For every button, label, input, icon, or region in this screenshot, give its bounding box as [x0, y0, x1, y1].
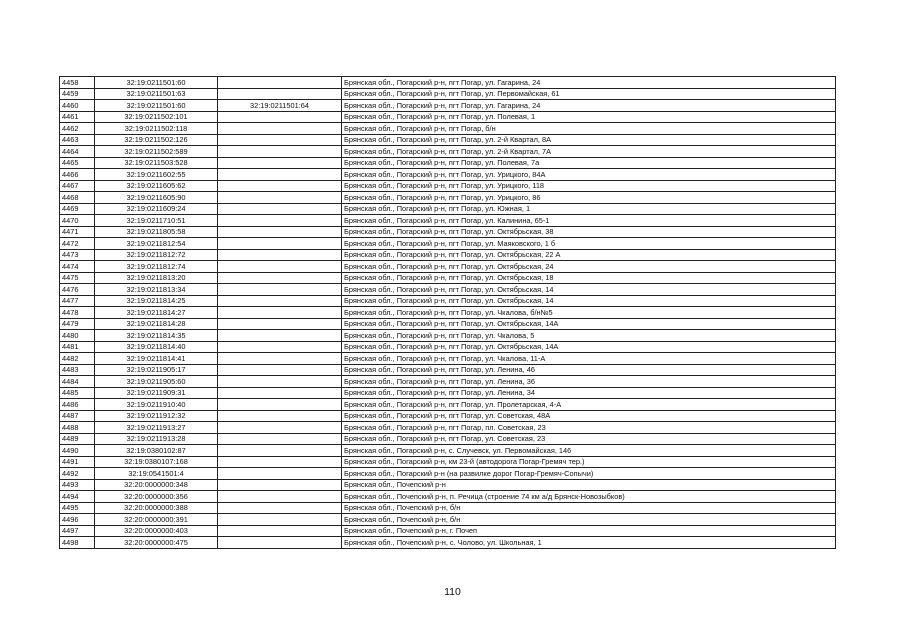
- table-row: [60, 525, 836, 537]
- table-row: [60, 433, 836, 445]
- cadastral-number-cell: 32:19:0211814:27: [95, 307, 218, 319]
- cadastral-number-cell: 32:19:0211710:51: [95, 215, 218, 227]
- row-number-cell: 4496: [60, 514, 95, 526]
- cadastral-number-cell: 32:19:0211609:24: [95, 203, 218, 215]
- page-number: 110: [444, 586, 461, 598]
- address-cell: Брянская обл., Погарский р-н, пгт Погар, ул. Советская, 48А: [342, 410, 836, 422]
- table-row: [60, 295, 836, 307]
- table-row: [60, 468, 836, 480]
- cadastral-number-cell: 32:19:0211912:32: [95, 410, 218, 422]
- previous-cadastral-number-cell: [218, 353, 342, 365]
- cadastral-number-cell: 32:19:0211905:60: [95, 376, 218, 388]
- cadastral-number-cell: 32:19:0211814:25: [95, 295, 218, 307]
- previous-cadastral-number-cell: [218, 479, 342, 491]
- previous-cadastral-number-cell: [218, 77, 342, 89]
- previous-cadastral-number-cell: [218, 468, 342, 480]
- row-number-cell: 4468: [60, 192, 95, 204]
- row-number-cell: 4462: [60, 123, 95, 135]
- address-cell: Брянская обл., Погарский р-н, пгт Погар, ул. Первомайская, 61: [342, 88, 836, 100]
- address-cell: Брянская обл., Погарский р-н, пгт Погар, ул. Пролетарская, 4-А: [342, 399, 836, 411]
- previous-cadastral-number-cell: [218, 111, 342, 123]
- previous-cadastral-number-cell: [218, 272, 342, 284]
- previous-cadastral-number-cell: [218, 295, 342, 307]
- previous-cadastral-number-cell: [218, 169, 342, 181]
- address-cell: Брянская обл., Погарский р-н, пгт Погар, ул. Ленина, 34: [342, 387, 836, 399]
- previous-cadastral-number-cell: [218, 249, 342, 261]
- table-row: [60, 203, 836, 215]
- address-cell: Брянская обл., Погарский р-н, пгт Погар, ул. Октябрьская, 24: [342, 261, 836, 273]
- row-number-cell: 4483: [60, 364, 95, 376]
- row-number-cell: 4484: [60, 376, 95, 388]
- table-row: [60, 134, 836, 146]
- table-row: [60, 387, 836, 399]
- address-cell: Брянская обл., Погарский р-н, пгт Погар, ул. Чкалова, 11-А: [342, 353, 836, 365]
- table-row: [60, 376, 836, 388]
- row-number-cell: 4474: [60, 261, 95, 273]
- cadastral-number-cell: 32:20:0000000:403: [95, 525, 218, 537]
- table-row: [60, 491, 836, 503]
- cadastral-number-cell: 32:19:0211814:40: [95, 341, 218, 353]
- address-cell: Брянская обл., Погарский р-н, пгт Погар, ул. Калинина, 65-1: [342, 215, 836, 227]
- table-row: [60, 353, 836, 365]
- table-row: [60, 192, 836, 204]
- previous-cadastral-number-cell: [218, 364, 342, 376]
- table-row: [60, 456, 836, 468]
- previous-cadastral-number-cell: 32:19:0211501:64: [218, 100, 342, 112]
- previous-cadastral-number-cell: [218, 88, 342, 100]
- cadastral-number-cell: 32:19:0211602:55: [95, 169, 218, 181]
- table-row: [60, 238, 836, 250]
- address-cell: Брянская обл., Погарский р-н, км 23-й (автодорога Погар-Гремяч тер.): [342, 456, 836, 468]
- row-number-cell: 4460: [60, 100, 95, 112]
- cadastral-number-cell: 32:19:0211814:41: [95, 353, 218, 365]
- cadastral-number-cell: 32:19:0211502:101: [95, 111, 218, 123]
- table-row: [60, 157, 836, 169]
- address-cell: Брянская обл., Погарский р-н, пгт Погар, ул. Урицкого, 84А: [342, 169, 836, 181]
- table-row: [60, 318, 836, 330]
- row-number-cell: 4494: [60, 491, 95, 503]
- previous-cadastral-number-cell: [218, 514, 342, 526]
- row-number-cell: 4473: [60, 249, 95, 261]
- cadastral-number-cell: 32:19:0211812:72: [95, 249, 218, 261]
- table-row: [60, 272, 836, 284]
- address-cell: Брянская обл., Почепский р-н: [342, 479, 836, 491]
- address-cell: Брянская обл., Погарский р-н, пгт Погар, ул. Урицкого, 118: [342, 180, 836, 192]
- previous-cadastral-number-cell: [218, 318, 342, 330]
- cadastral-number-cell: 32:19:0211501:60: [95, 100, 218, 112]
- previous-cadastral-number-cell: [218, 422, 342, 434]
- cadastral-number-cell: 32:19:0211502:118: [95, 123, 218, 135]
- registry-table-body: [60, 77, 836, 549]
- address-cell: Брянская обл., Погарский р-н, пгт Погар, ул. Гагарина, 24: [342, 100, 836, 112]
- table-row: [60, 399, 836, 411]
- table-row: [60, 215, 836, 227]
- cadastral-number-cell: 32:19:0211905:17: [95, 364, 218, 376]
- previous-cadastral-number-cell: [218, 203, 342, 215]
- previous-cadastral-number-cell: [218, 238, 342, 250]
- row-number-cell: 4477: [60, 295, 95, 307]
- address-cell: Брянская обл., Почепский р-н, б/н: [342, 514, 836, 526]
- row-number-cell: 4464: [60, 146, 95, 158]
- previous-cadastral-number-cell: [218, 341, 342, 353]
- row-number-cell: 4491: [60, 456, 95, 468]
- table-row: [60, 261, 836, 273]
- previous-cadastral-number-cell: [218, 146, 342, 158]
- previous-cadastral-number-cell: [218, 399, 342, 411]
- table-row: [60, 226, 836, 238]
- row-number-cell: 4498: [60, 537, 95, 549]
- address-cell: Брянская обл., Почепский р-н, б/н: [342, 502, 836, 514]
- previous-cadastral-number-cell: [218, 525, 342, 537]
- cadastral-number-cell: 32:19:0211814:35: [95, 330, 218, 342]
- address-cell: Брянская обл., Погарский р-н, пгт Погар, ул. 2-й Квартал, 8А: [342, 134, 836, 146]
- table-row: [60, 410, 836, 422]
- cadastral-number-cell: 32:19:0211503:528: [95, 157, 218, 169]
- address-cell: Брянская обл., Погарский р-н, пгт Погар, пл. Советская, 23: [342, 422, 836, 434]
- row-number-cell: 4459: [60, 88, 95, 100]
- row-number-cell: 4469: [60, 203, 95, 215]
- row-number-cell: 4495: [60, 502, 95, 514]
- table-row: [60, 123, 836, 135]
- previous-cadastral-number-cell: [218, 502, 342, 514]
- table-row: [60, 111, 836, 123]
- row-number-cell: 4470: [60, 215, 95, 227]
- cadastral-number-cell: 32:19:0211605:62: [95, 180, 218, 192]
- previous-cadastral-number-cell: [218, 134, 342, 146]
- row-number-cell: 4479: [60, 318, 95, 330]
- previous-cadastral-number-cell: [218, 284, 342, 296]
- cadastral-number-cell: 32:20:0000000:348: [95, 479, 218, 491]
- previous-cadastral-number-cell: [218, 261, 342, 273]
- address-cell: Брянская обл., Погарский р-н, пгт Погар, ул. Чкалова, б/н№5: [342, 307, 836, 319]
- address-cell: Брянская обл., Погарский р-н, пгт Погар, ул. Октябрьская, 22 А: [342, 249, 836, 261]
- row-number-cell: 4497: [60, 525, 95, 537]
- registry-table: [59, 76, 836, 549]
- table-row: [60, 514, 836, 526]
- row-number-cell: 4485: [60, 387, 95, 399]
- address-cell: Брянская обл., Погарский р-н, пгт Погар, ул. Маяковского, 1 б: [342, 238, 836, 250]
- row-number-cell: 4489: [60, 433, 95, 445]
- previous-cadastral-number-cell: [218, 123, 342, 135]
- previous-cadastral-number-cell: [218, 537, 342, 549]
- table-row: [60, 180, 836, 192]
- table-row: [60, 307, 836, 319]
- cadastral-number-cell: 32:19:0211813:20: [95, 272, 218, 284]
- cadastral-number-cell: 32:19:0211814:28: [95, 318, 218, 330]
- row-number-cell: 4492: [60, 468, 95, 480]
- table-row: [60, 537, 836, 549]
- previous-cadastral-number-cell: [218, 491, 342, 503]
- address-cell: Брянская обл., Погарский р-н, пгт Погар, ул. Октябрьская, 14А: [342, 341, 836, 353]
- address-cell: Брянская обл., Погарский р-н, пгт Погар, ул. Урицкого, 86: [342, 192, 836, 204]
- previous-cadastral-number-cell: [218, 456, 342, 468]
- row-number-cell: 4488: [60, 422, 95, 434]
- row-number-cell: 4486: [60, 399, 95, 411]
- address-cell: Брянская обл., Погарский р-н, пгт Погар, ул. Чкалова, 5: [342, 330, 836, 342]
- cadastral-number-cell: 32:19:0211605:90: [95, 192, 218, 204]
- table-row: [60, 169, 836, 181]
- table-row: [60, 422, 836, 434]
- row-number-cell: 4481: [60, 341, 95, 353]
- row-number-cell: 4467: [60, 180, 95, 192]
- address-cell: Брянская обл., Погарский р-н, пгт Погар, ул. Полевая, 1: [342, 111, 836, 123]
- cadastral-number-cell: 32:19:0211813:34: [95, 284, 218, 296]
- row-number-cell: 4471: [60, 226, 95, 238]
- cadastral-number-cell: 32:19:0211502:126: [95, 134, 218, 146]
- row-number-cell: 4475: [60, 272, 95, 284]
- address-cell: Брянская обл., Погарский р-н, пгт Погар, ул. Октябрьская, 18: [342, 272, 836, 284]
- address-cell: Брянская обл., Погарский р-н, пгт Погар, ул. Ленина, 36: [342, 376, 836, 388]
- cadastral-number-cell: 32:19:0211909:31: [95, 387, 218, 399]
- cadastral-number-cell: 32:19:0211913:27: [95, 422, 218, 434]
- cadastral-number-cell: 32:19:0211910:40: [95, 399, 218, 411]
- row-number-cell: 4465: [60, 157, 95, 169]
- row-number-cell: 4482: [60, 353, 95, 365]
- cadastral-number-cell: 32:19:0211913:28: [95, 433, 218, 445]
- row-number-cell: 4461: [60, 111, 95, 123]
- row-number-cell: 4458: [60, 77, 95, 89]
- address-cell: Брянская обл., Погарский р-н, пгт Погар, ул. Октябрьская, 14А: [342, 318, 836, 330]
- address-cell: Брянская обл., Погарский р-н, пгт Погар, ул. Гагарина, 24: [342, 77, 836, 89]
- address-cell: Брянская обл., Погарский р-н, пгт Погар, ул. Советская, 23: [342, 433, 836, 445]
- cadastral-number-cell: 32:19:0211501:60: [95, 77, 218, 89]
- previous-cadastral-number-cell: [218, 330, 342, 342]
- cadastral-number-cell: 32:20:0000000:475: [95, 537, 218, 549]
- table-row: [60, 88, 836, 100]
- table-row: [60, 77, 836, 89]
- address-cell: Брянская обл., Погарский р-н, пгт Погар, ул. Октябрьская, 14: [342, 284, 836, 296]
- cadastral-number-cell: 32:19:0211502:589: [95, 146, 218, 158]
- cadastral-number-cell: 32:20:0000000:356: [95, 491, 218, 503]
- address-cell: Брянская обл., Погарский р-н, пгт Погар, ул. Октябрьская, 38: [342, 226, 836, 238]
- cadastral-number-cell: 32:19:0380107:168: [95, 456, 218, 468]
- previous-cadastral-number-cell: [218, 215, 342, 227]
- table-row: [60, 364, 836, 376]
- address-cell: Брянская обл., Погарский р-н, пгт Погар, б/н: [342, 123, 836, 135]
- previous-cadastral-number-cell: [218, 180, 342, 192]
- address-cell: Брянская обл., Почепский р-н, с. Чолово, ул. Школьная, 1: [342, 537, 836, 549]
- table-row: [60, 445, 836, 457]
- previous-cadastral-number-cell: [218, 376, 342, 388]
- address-cell: Брянская обл., Погарский р-н (на развилке дорог Погар-Гремяч-Сопычи): [342, 468, 836, 480]
- row-number-cell: 4472: [60, 238, 95, 250]
- row-number-cell: 4490: [60, 445, 95, 457]
- table-row: [60, 502, 836, 514]
- cadastral-number-cell: 32:19:0211805:58: [95, 226, 218, 238]
- previous-cadastral-number-cell: [218, 226, 342, 238]
- cadastral-number-cell: 32:19:0211812:74: [95, 261, 218, 273]
- previous-cadastral-number-cell: [218, 410, 342, 422]
- previous-cadastral-number-cell: [218, 433, 342, 445]
- previous-cadastral-number-cell: [218, 445, 342, 457]
- table-row: [60, 330, 836, 342]
- previous-cadastral-number-cell: [218, 192, 342, 204]
- row-number-cell: 4463: [60, 134, 95, 146]
- previous-cadastral-number-cell: [218, 307, 342, 319]
- row-number-cell: 4487: [60, 410, 95, 422]
- address-cell: Брянская обл., Погарский р-н, пгт Погар, ул. Полевая, 7а: [342, 157, 836, 169]
- address-cell: Брянская обл., Погарский р-н, пгт Погар, ул. 2-й Квартал, 7А: [342, 146, 836, 158]
- address-cell: Брянская обл., Погарский р-н, пгт Погар, ул. Ленина, 46: [342, 364, 836, 376]
- table-row: [60, 249, 836, 261]
- row-number-cell: 4480: [60, 330, 95, 342]
- address-cell: Брянская обл., Погарский р-н, с. Случевск, ул. Первомайская, 146: [342, 445, 836, 457]
- row-number-cell: 4476: [60, 284, 95, 296]
- table-row: [60, 284, 836, 296]
- cadastral-number-cell: 32:19:0211501:63: [95, 88, 218, 100]
- previous-cadastral-number-cell: [218, 157, 342, 169]
- cadastral-number-cell: 32:20:0000000:388: [95, 502, 218, 514]
- row-number-cell: 4493: [60, 479, 95, 491]
- address-cell: Брянская обл., Почепский р-н, г. Почеп: [342, 525, 836, 537]
- address-cell: Брянская обл., Погарский р-н, пгт Погар, ул. Южная, 1: [342, 203, 836, 215]
- table-row: [60, 479, 836, 491]
- address-cell: Брянская обл., Погарский р-н, пгт Погар, ул. Октябрьская, 14: [342, 295, 836, 307]
- table-row: [60, 341, 836, 353]
- address-cell: Брянская обл., Почепский р-н, п. Речица (строение 74 км а/д Брянск-Новозыбков): [342, 491, 836, 503]
- table-row: [60, 100, 836, 112]
- previous-cadastral-number-cell: [218, 387, 342, 399]
- cadastral-number-cell: 32:19:0541501:4: [95, 468, 218, 480]
- cadastral-number-cell: 32:19:0211812:54: [95, 238, 218, 250]
- row-number-cell: 4478: [60, 307, 95, 319]
- cadastral-number-cell: 32:19:0380102:87: [95, 445, 218, 457]
- table-row: [60, 146, 836, 158]
- row-number-cell: 4466: [60, 169, 95, 181]
- cadastral-number-cell: 32:20:0000000:391: [95, 514, 218, 526]
